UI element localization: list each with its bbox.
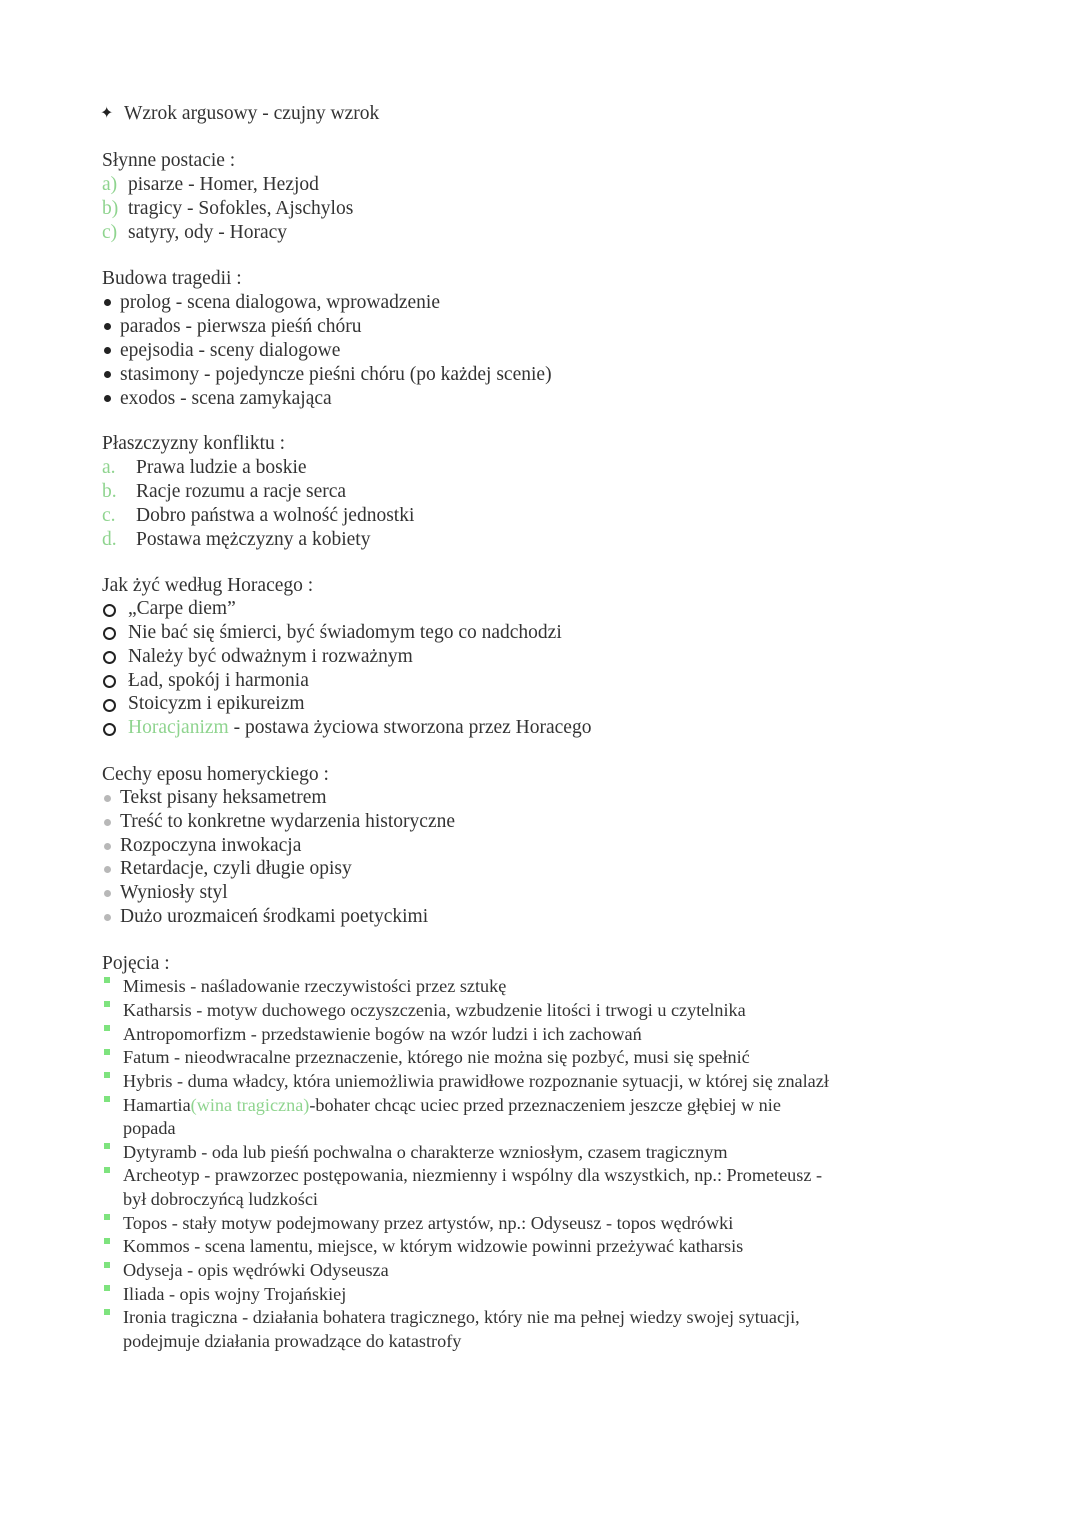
list-item: Katharsis - motyw duchowego oczyszczenia, wzbudzenie litości i trwogi u czytelnika bbox=[123, 1000, 746, 1020]
list-item: Odyseja - opis wędrówki Odyseusza bbox=[123, 1260, 389, 1280]
list-item: Hybris - duma władcy, która uniemożliwia prawidłowe rozpoznanie sytuacji, w której się znalazł bbox=[123, 1071, 829, 1091]
intro-text: Wzrok argusowy - czujny wzrok bbox=[124, 103, 380, 124]
list-item bbox=[128, 716, 591, 740]
list-item: pisarze - Homer, Hezjod bbox=[128, 174, 319, 195]
bullet-square-icon bbox=[104, 1072, 110, 1078]
bullet-dot-icon bbox=[104, 795, 111, 802]
list-item: Treść to konkretne wydarzenia historyczne bbox=[120, 811, 456, 832]
section-heading-epos: Cechy eposu homeryckiego : bbox=[102, 764, 329, 785]
list-item: prolog - scena dialogowa, wprowadzenie bbox=[120, 292, 441, 313]
bullet-square-icon bbox=[104, 1238, 110, 1244]
list-marker: b) bbox=[102, 198, 119, 219]
bullet-dot-icon bbox=[104, 323, 111, 330]
bullet-square-icon bbox=[104, 1001, 110, 1007]
list-item: satyry, ody - Horacy bbox=[128, 222, 288, 243]
bullet-dot-icon bbox=[104, 299, 111, 306]
list-item: Dużo urozmaiceń środkami poetyckimi bbox=[120, 906, 429, 927]
bullet-square-icon bbox=[104, 1049, 110, 1055]
bullet-dot-icon bbox=[104, 347, 111, 354]
term: Hamartia bbox=[123, 1095, 191, 1115]
list-item: Retardacje, czyli długie opisy bbox=[120, 858, 352, 879]
section-heading-pojecia: Pojęcia : bbox=[102, 953, 170, 974]
list-item: Kommos - scena lamentu, miejsce, w którym widzowie powinni przeżywać katharsis bbox=[123, 1236, 744, 1256]
list-marker: a. bbox=[102, 457, 116, 478]
list-item-continuation: był dobroczyńcą ludzkości bbox=[123, 1189, 318, 1209]
bullet-dot-icon bbox=[104, 371, 111, 378]
section-heading-budowa: Budowa tragedii : bbox=[102, 268, 242, 289]
four-point-star-icon: ✦ bbox=[100, 105, 114, 122]
list-item: „Carpe diem” bbox=[128, 598, 236, 619]
list-item: Wyniosły styl bbox=[120, 882, 228, 903]
bullet-square-icon bbox=[104, 977, 110, 983]
bullet-dot-icon bbox=[104, 819, 111, 826]
bullet-square-icon bbox=[104, 1096, 110, 1102]
list-item: Fatum - nieodwracalne przeznaczenie, którego nie można się pozbyć, musi się spełnić bbox=[123, 1047, 750, 1067]
bullet-ring-icon bbox=[103, 675, 116, 688]
list-item: Archeotyp - prawzorzec postępowania, niezmienny i wspólny dla wszystkich, np.: Prometeusz - bbox=[123, 1165, 823, 1185]
bullet-square-icon bbox=[104, 1285, 110, 1291]
list-item: epejsodia - sceny dialogowe bbox=[120, 340, 341, 361]
bullet-dot-icon bbox=[104, 395, 111, 402]
term-definition: -bohater chcąc uciec przed przeznaczeniem jeszcze głębiej w nie bbox=[309, 1095, 781, 1115]
list-item: Dobro państwa a wolność jednostki bbox=[136, 505, 415, 526]
list-item: Prawa ludzie a boskie bbox=[136, 457, 307, 478]
bullet-ring-icon bbox=[103, 651, 116, 664]
bullet-ring-icon bbox=[103, 604, 116, 617]
list-item: Ironia tragiczna - działania bohatera tragicznego, który nie ma pełnej wiedzy swojej sytuacji, bbox=[123, 1307, 800, 1327]
bullet-square-icon bbox=[104, 1143, 110, 1149]
list-item: parados - pierwsza pieśń chóru bbox=[120, 316, 362, 337]
bullet-square-icon bbox=[104, 1214, 110, 1220]
term-definition: - postawa życiowa stworzona przez Horacego bbox=[228, 717, 592, 738]
list-item: exodos - scena zamykająca bbox=[120, 388, 332, 409]
bullet-ring-icon bbox=[103, 723, 116, 736]
list-item: tragicy - Sofokles, Ajschylos bbox=[128, 198, 354, 219]
list-marker: b. bbox=[102, 481, 117, 502]
bullet-dot-icon bbox=[104, 843, 111, 850]
list-item: Topos - stały motyw podejmowany przez artystów, np.: Odyseusz - topos wędrówki bbox=[123, 1213, 734, 1233]
list-marker: a) bbox=[102, 174, 118, 195]
list-item: Rozpoczyna inwokacja bbox=[120, 835, 302, 856]
list-marker: c. bbox=[102, 505, 116, 526]
bullet-square-icon bbox=[104, 1309, 110, 1315]
list-item-continuation: podejmuje działania prowadzące do katastrofy bbox=[123, 1331, 462, 1351]
bullet-square-icon bbox=[104, 1167, 110, 1173]
list-item bbox=[123, 1093, 781, 1117]
list-item: Stoicyzm i epikureizm bbox=[128, 693, 305, 714]
list-item: Tekst pisany heksametrem bbox=[120, 787, 327, 808]
bullet-dot-icon bbox=[104, 866, 111, 873]
list-item: Dytyramb - oda lub pieśń pochwalna o charakterze wzniosłym, czasem tragicznym bbox=[123, 1142, 728, 1162]
bullet-dot-icon bbox=[104, 914, 111, 921]
list-item: Mimesis - naśladowanie rzeczywistości przez sztukę bbox=[123, 976, 507, 996]
section-heading-horacy: Jak żyć według Horacego : bbox=[102, 575, 314, 596]
bullet-square-icon bbox=[104, 1025, 110, 1031]
section-heading-konflikt: Płaszczyzny konfliktu : bbox=[102, 433, 286, 454]
bullet-ring-icon bbox=[103, 699, 116, 712]
list-marker: c) bbox=[102, 222, 118, 243]
list-marker: d. bbox=[102, 529, 117, 550]
section-heading-postacie: Słynne postacie : bbox=[102, 150, 236, 171]
list-item-continuation: popada bbox=[123, 1118, 176, 1138]
list-item: Antropomorfizm - przedstawienie bogów na wzór ludzi i ich zachowań bbox=[123, 1024, 642, 1044]
list-item: Postawa mężczyzny a kobiety bbox=[136, 529, 371, 550]
list-item: Iliada - opis wojny Trojańskiej bbox=[123, 1284, 347, 1304]
term-note: (wina tragiczna) bbox=[190, 1095, 310, 1115]
list-item: Należy być odważnym i rozważnym bbox=[128, 646, 413, 667]
list-item: Nie bać się śmierci, być świadomym tego co nadchodzi bbox=[128, 622, 562, 643]
bullet-ring-icon bbox=[103, 627, 116, 640]
list-item: Ład, spokój i harmonia bbox=[128, 670, 309, 691]
list-item: Racje rozumu a racje serca bbox=[136, 481, 347, 502]
bullet-dot-icon bbox=[104, 890, 111, 897]
highlighted-term: Horacjanizm bbox=[128, 717, 229, 738]
bullet-square-icon bbox=[104, 1262, 110, 1268]
list-item: stasimony - pojedyncze pieśni chóru (po każdej scenie) bbox=[120, 364, 552, 385]
